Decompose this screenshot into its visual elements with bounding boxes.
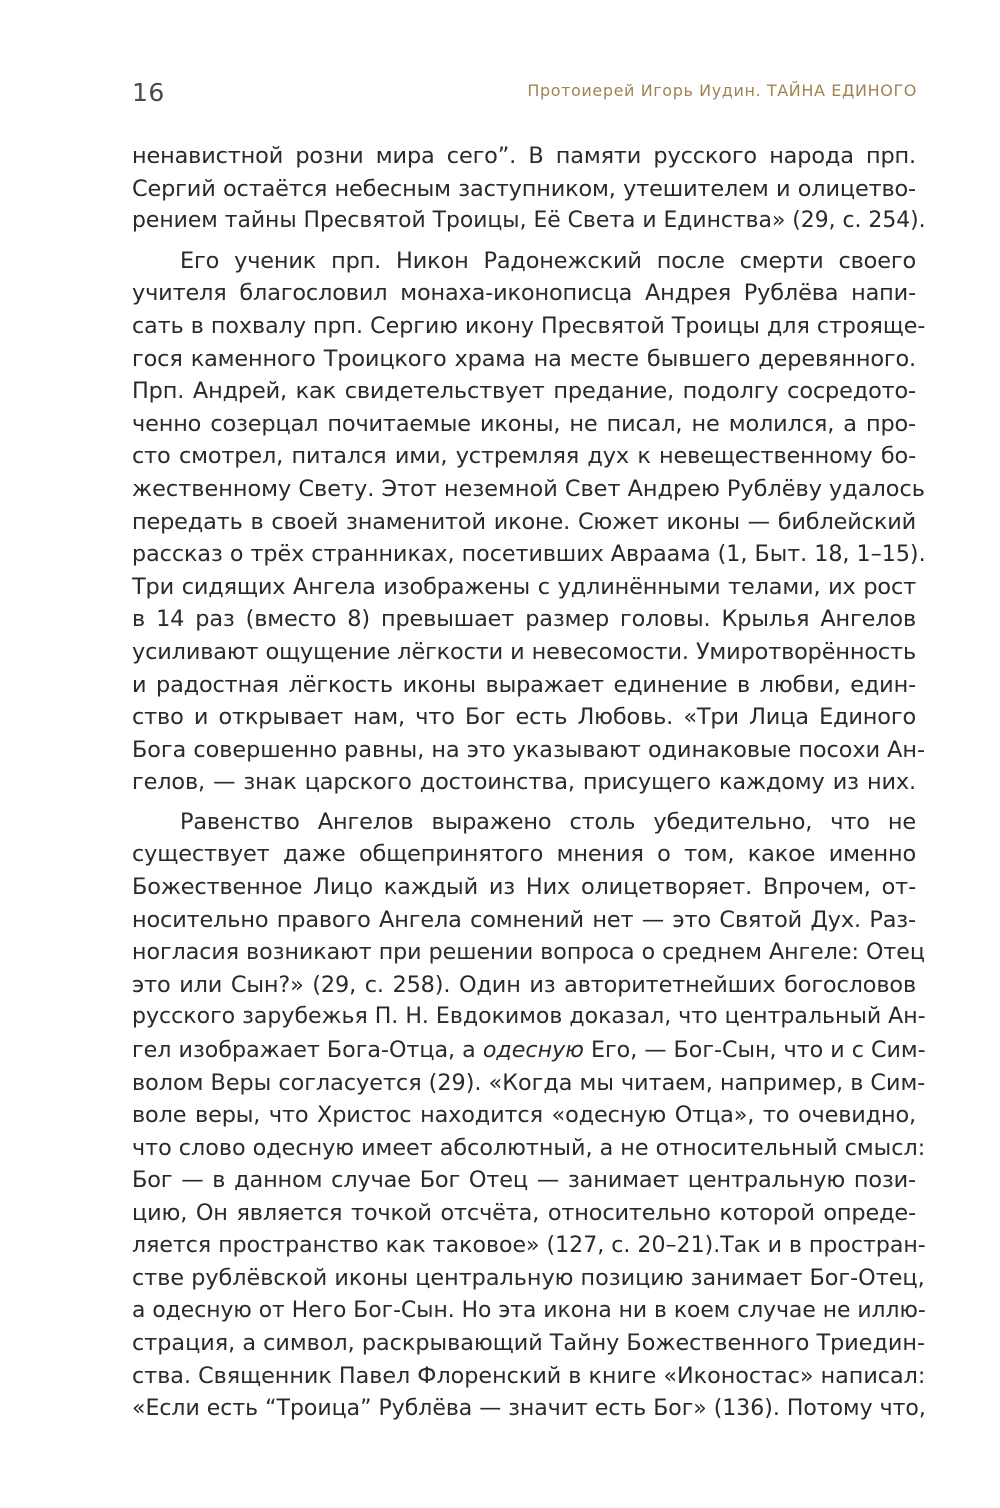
text-line: в 14 раз (вместо 8) превышает размер головы. Крылья Ангелов (132, 606, 916, 633)
text-line: сать в похвалу прп. Сергию икону Пресвятой Троицы для строяще- (132, 312, 926, 339)
text-line: страция, а символ, раскрывающий Тайну Божественного Триедин- (132, 1330, 926, 1357)
text-line: носительно правого Ангела сомнений нет — это Святой Дух. Раз- (132, 906, 916, 933)
text-line: ство и открывает нам, что Бог есть Любовь. «Три Лица Единого (132, 704, 916, 731)
text-line: ляется пространство как таковое» (127, с. 20–21).Так и в простран- (132, 1232, 926, 1258)
text-line: существует даже общепринятого мнения о том, какое именно (132, 841, 916, 868)
text-line: что слово одесную имеет абсолютный, а не относительный смысл: (132, 1134, 926, 1161)
text-line: усиливают ощущение лёгкости и невесомости. Умиротворённость (132, 638, 916, 665)
paragraph-2 (132, 245, 926, 799)
text-line: рением тайны Пресвятой Троицы, Её Света и Единства» (29, с. 254). (132, 208, 926, 234)
text-line: сто смотрел, питался ими, устремляя дух к невещественному бо- (132, 443, 916, 470)
text-line: жественному Свету. Этот неземной Свет Андрею Рублёву удалось (132, 475, 925, 502)
paragraph-1 (132, 140, 926, 238)
text-line: и радостная лёгкость иконы выражает единение в любви, един- (132, 671, 916, 698)
text-line: Бог — в данном случае Бог Отец — занимает центральную пози- (132, 1167, 916, 1194)
text-line: гелов, — знак царского достоинства, присущего каждому из них. (132, 769, 916, 796)
text-line: ченно созерцал почитаемые иконы, не писал, не молился, а про- (132, 410, 916, 437)
text-line: Божественное Лицо каждый из Них олицетворяет. Впрочем, от- (132, 874, 916, 901)
text-line: «Если есть “Троица” Рублёва — значит есть Бог» (136). Потому что, (132, 1395, 926, 1421)
text-line: гося каменного Троицкого храма на месте бывшего деревянного. (132, 345, 916, 372)
text-line: русского зарубежья П. Н. Евдокимов доказал, что центральный Ан- (132, 1004, 926, 1030)
text-line: ненавистной розни мира сего”. В памяти русского народа прп. (132, 143, 916, 169)
text-line: а одесную от Него Бог-Сын. Но эта икона ни в коем случае не иллю- (132, 1297, 926, 1323)
text-line: Равенство Ангелов выражено столь убедительно, что не (180, 808, 916, 835)
text-line: Его ученик прп. Никон Радонежский после смерти своего (180, 247, 916, 274)
text-line: Бога совершенно равны, на это указывают одинаковые посохи Ан- (132, 736, 926, 763)
paragraph-3 (132, 806, 926, 1425)
text-line: ногласия возникают при решении вопроса о среднем Ангеле: Отец (132, 939, 925, 966)
text-line: цию, Он является точкой отсчёта, относительно которой опреде- (132, 1200, 916, 1226)
text-line: воле веры, что Христос находится «одесную Отца», то очевидно, (132, 1102, 916, 1129)
text-line: рассказ о трёх странниках, посетивших Авраама (1, Быт. 18, 1–15). (132, 541, 926, 568)
body-text (132, 140, 926, 1425)
running-head: Протоиерей Игорь Иудин. ТАЙНА ЕДИНОГО (527, 81, 917, 100)
text-line: учителя благословил монаха-иконописца Андрея Рублёва напи- (132, 280, 916, 307)
text-line: передать в своей знаменитой иконе. Сюжет иконы — библейский (132, 508, 916, 535)
text-line: Сергий остаётся небесным заступником, утешителем и олицетво- (132, 175, 916, 202)
text-line: гел изображает Бога-Отца, а одесную Его, — Бог-Сын, что и с Сим- (132, 1037, 926, 1064)
page-number: 16 (132, 78, 165, 107)
text-line: Три сидящих Ангела изображены с удлинёнными телами, их рост (132, 573, 916, 600)
text-line: Прп. Андрей, как свидетельствует предание, подолгу сосредото- (132, 378, 916, 405)
text-line: волом Веры согласуется (29). «Когда мы читаем, например, в Сим- (132, 1069, 926, 1096)
text-line: ства. Священник Павел Флоренский в книге «Иконостас» написал: (132, 1362, 926, 1389)
italic-word: одесную (482, 1037, 584, 1064)
text-line: это или Сын?» (29, с. 258). Один из авторитетнейших богословов (132, 971, 916, 998)
text-line: стве рублёвской иконы центральную позицию занимает Бог-Отец, (132, 1265, 925, 1292)
